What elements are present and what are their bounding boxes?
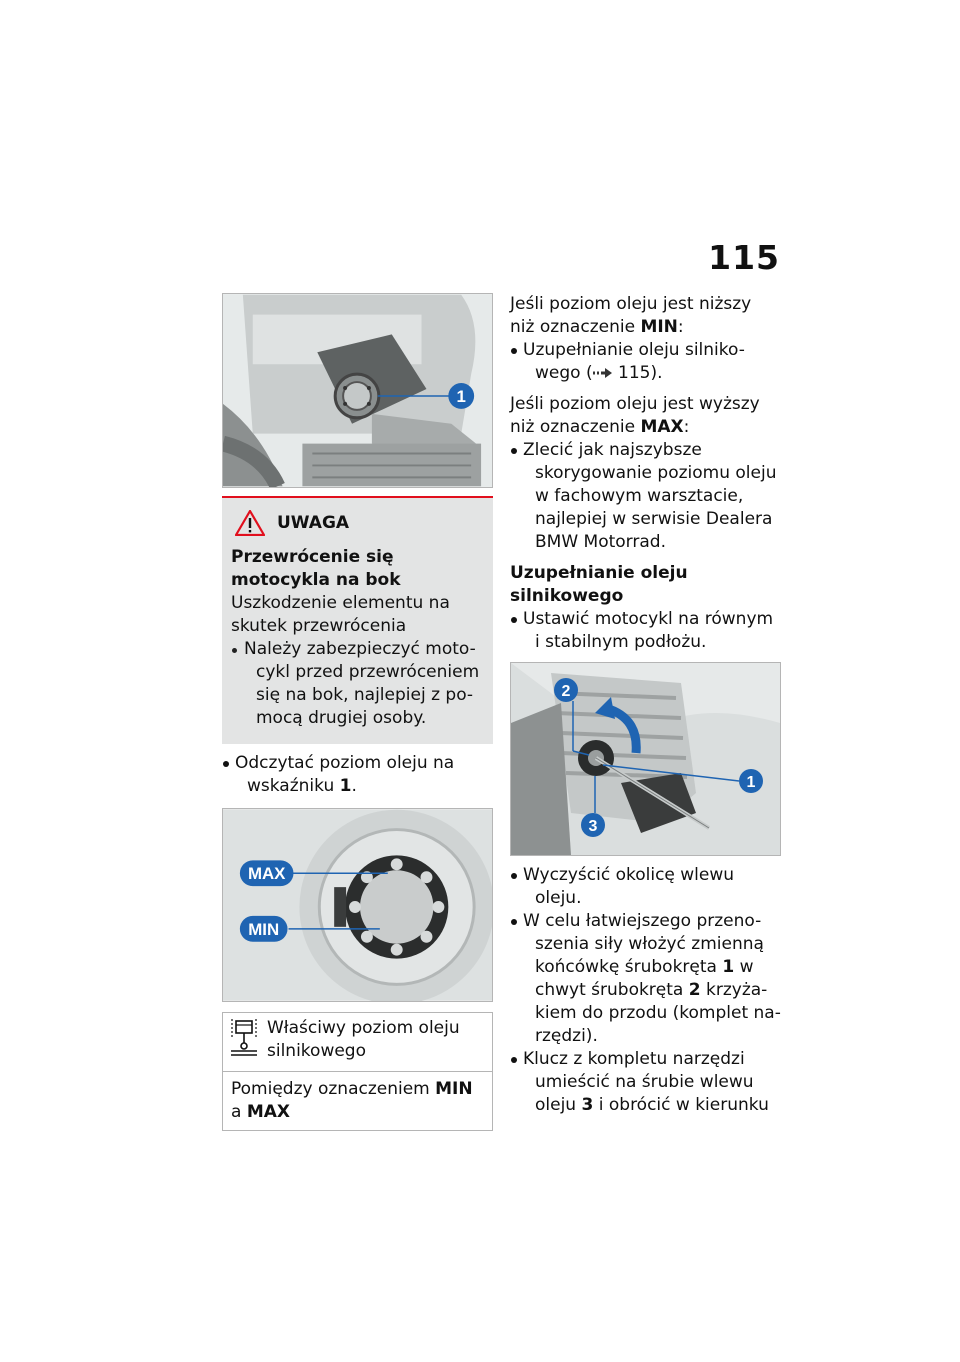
- engine-sight-glass-illustration: [223, 294, 492, 487]
- condition-too-high: Jeśli poziom oleju jest wyższy niż oznaczenie MAX:: [510, 394, 760, 437]
- list-item: Uzupełnianie oleju silniko- wego ( 115).: [510, 339, 781, 385]
- notice-title: Przewrócenie się motocykla na bok: [231, 547, 401, 590]
- notice-action: Należy zabezpieczyć moto- cykl przed przewróceniem się na bok, najlepiej z po- mocą drugiej osoby.: [231, 638, 483, 730]
- section-title: Uzupełnianie oleju silnikowego: [510, 563, 688, 606]
- callout-3-label: 3: [588, 818, 598, 835]
- page-reference-arrow-icon: [593, 367, 613, 379]
- read-level-step: [222, 752, 493, 798]
- oil-table-value: Pomiędzy oznaczeniem MIN a MAX: [231, 1079, 473, 1122]
- too-high-steps: [510, 439, 781, 554]
- list-item: Odczytać poziom oleju na wskaźniku 1.: [222, 752, 493, 798]
- list-item: Zlecić jak najszybsze skorygowanie poziomu oleju w fachowym warsztacie, najlepiej w serwisie Dealera BMW Motorrad.: [510, 439, 781, 554]
- list-item: W celu łatwiejszego przeno- szenia siły włożyć zmienną końcówkę śrubokręta 1 w chwyt śrubokręta 2 krzyża- kiem do przodu (komplet na- rzędzi).: [510, 910, 781, 1048]
- callout-1-label: 1: [746, 774, 756, 791]
- oil-level-table: [222, 1012, 493, 1131]
- warning-notice: [222, 496, 493, 744]
- max-label: MAX: [247, 864, 286, 884]
- filler-cap-screwdriver-illustration: [511, 663, 780, 855]
- page-reference-link[interactable]: 115).: [618, 363, 663, 383]
- oil-filler-cap-photo: [510, 662, 781, 856]
- oil-table-heading: Właściwy poziom oleju silnikowego: [267, 1018, 460, 1061]
- oil-level-indicator-photo: [222, 808, 493, 1002]
- engine-oil-piston-icon: [229, 1017, 259, 1057]
- callout-1-label: 1: [456, 386, 466, 406]
- left-column: [222, 293, 493, 1131]
- notice-label: UWAGA: [277, 512, 350, 533]
- notice-actions: [231, 638, 483, 730]
- condition-too-low: Jeśli poziom oleju jest niższy niż oznaczenie MIN:: [510, 294, 752, 337]
- list-item: Ustawić motocykl na równym i stabilnym podłożu.: [510, 608, 781, 654]
- oil-sight-glass-photo: [222, 293, 493, 488]
- min-label: MIN: [248, 919, 280, 939]
- refill-steps-a: [510, 608, 781, 654]
- page-number: 115: [708, 238, 780, 277]
- min-max-indicator-illustration: [223, 809, 492, 1001]
- too-low-steps: [510, 339, 781, 385]
- callout-2-label: 2: [561, 683, 571, 700]
- refill-steps-b: [510, 864, 781, 1117]
- notice-consequence: Uszkodzenie elementu na skutek przewrócenia: [231, 593, 450, 636]
- list-item: Wyczyścić okolicę wlewu oleju.: [510, 864, 781, 910]
- warning-triangle-icon: [235, 510, 265, 536]
- list-item: Klucz z kompletu narzędzi umieścić na śrubie wlewu oleju 3 i obrócić w kierunku: [510, 1048, 781, 1117]
- right-column: [510, 293, 781, 1117]
